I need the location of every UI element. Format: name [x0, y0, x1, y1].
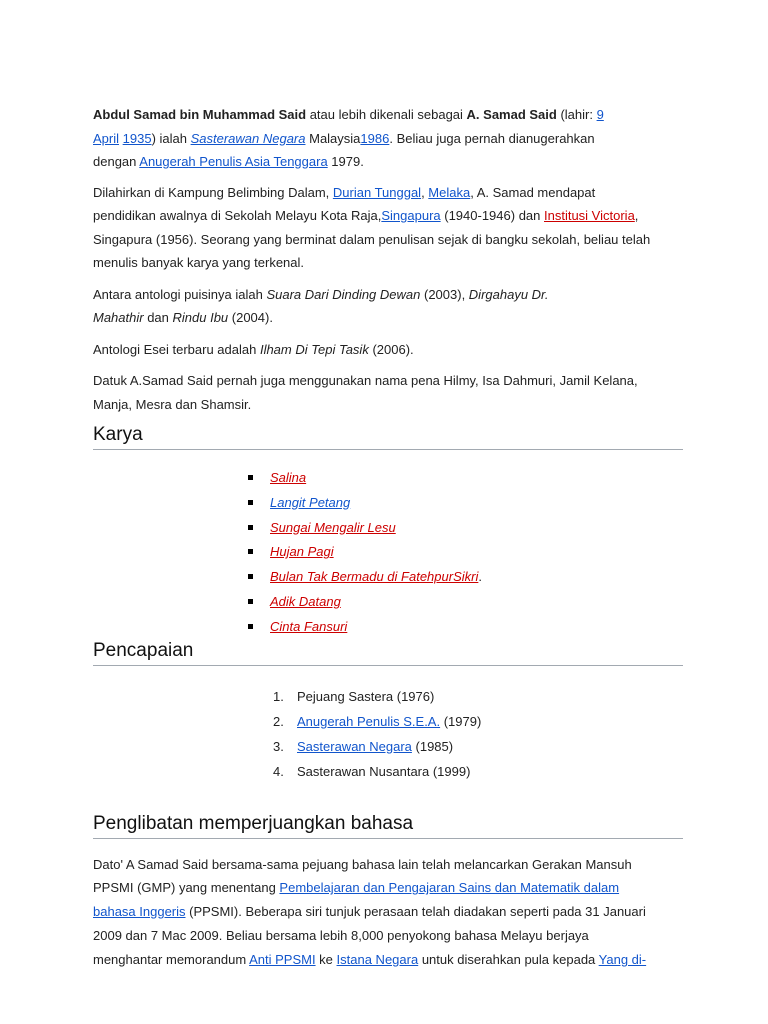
- intro-text: (lahir:: [556, 107, 597, 122]
- pencapaian-number: 4.: [273, 763, 284, 779]
- bahasa-text: untuk diserahkan pula kepada: [418, 951, 599, 967]
- ppsmi-link-cont[interactable]: bahasa Inggeris: [93, 904, 186, 920]
- karya-item: [248, 466, 683, 491]
- bullet-icon: [248, 475, 253, 480]
- anti-ppsmi-link[interactable]: Anti PPSMI: [249, 951, 316, 967]
- bahasa-text: 2009 dan 7 Mac 2009. Beliau bersama lebih 8,000 penyokong bahasa Melayu berjaya: [93, 927, 589, 943]
- birth-text: ,: [421, 184, 429, 200]
- birth-text: (1940-1946) dan: [440, 208, 544, 223]
- karya-link[interactable]: Bulan Tak Bermadu di FatehpurSikri: [270, 569, 479, 585]
- birth-text: Dilahirkan di Kampung Belimbing Dalam,: [93, 184, 333, 200]
- birth-text: ,: [634, 208, 639, 223]
- year-1986-link[interactable]: 1986: [360, 130, 390, 146]
- karya-suffix: .: [478, 569, 482, 585]
- pencapaian-number: 1.: [273, 688, 284, 704]
- pen-name-paragraph: [93, 369, 683, 416]
- pencapaian-number: 3.: [273, 738, 284, 754]
- birth-text: , A. Samad mendapat: [470, 184, 596, 200]
- pencapaian-number: 2.: [273, 713, 284, 729]
- bahasa-text: (PPSMI). Beberapa siri tunjuk perasaan telah diadakan seperti pada 31 Januari: [185, 904, 646, 920]
- antologi-paragraph: [93, 283, 683, 330]
- pencapaian-text: (1985): [411, 738, 454, 754]
- karya-item: [248, 491, 683, 516]
- birth-text: menulis banyak karya yang terkenal.: [93, 255, 305, 270]
- pencapaian-heading: Pencapaian: [93, 640, 683, 666]
- antologi-title: Suara Dari Dinding Dewan: [266, 286, 421, 302]
- durian-tunggal-link[interactable]: Durian Tunggal: [332, 184, 422, 200]
- karya-heading: Karya: [93, 424, 683, 450]
- birth-paragraph: [93, 181, 683, 275]
- melaka-link[interactable]: Melaka: [428, 184, 471, 200]
- antologi-title: Mahathir: [93, 310, 144, 325]
- antologi-text: Antara antologi puisinya ialah: [93, 286, 267, 302]
- birth-year-link[interactable]: 1935: [122, 130, 152, 146]
- bahasa-paragraph: [93, 853, 683, 972]
- birth-text: Singapura (1956). Seorang yang berminat dalam penulisan sejak di bangku sekolah, beliau telah: [93, 231, 651, 247]
- intro-text: Malaysia: [305, 130, 361, 146]
- subject-name: Abdul Samad bin Muhammad Said: [93, 107, 307, 122]
- intro-text: ) ialah: [151, 130, 191, 146]
- anugerah-link[interactable]: Anugerah Penulis Asia Tenggara: [139, 154, 328, 169]
- esei-title: Ilham Di Tepi Tasik: [259, 341, 369, 357]
- intro-text: atau lebih dikenali sebagai: [306, 107, 467, 122]
- antologi-text: dan: [143, 310, 173, 325]
- institusi-victoria-link[interactable]: Institusi Victoria: [544, 208, 635, 223]
- bullet-icon: [248, 624, 253, 629]
- istana-negara-link[interactable]: Istana Negara: [336, 951, 419, 967]
- bullet-icon: [248, 500, 253, 505]
- karya-item: [248, 565, 683, 590]
- bullet-icon: [248, 574, 253, 579]
- subject-alias: A. Samad Said: [466, 107, 557, 122]
- intro-paragraph: [93, 103, 683, 174]
- pencapaian-item: [273, 734, 683, 759]
- karya-link[interactable]: Sungai Mengalir Lesu: [270, 519, 396, 535]
- karya-link[interactable]: Langit Petang: [270, 494, 351, 510]
- birth-month-link[interactable]: April: [93, 130, 120, 146]
- pencapaian-item: [273, 759, 683, 784]
- bahasa-text: menghantar memorandum: [93, 951, 250, 967]
- antologi-title: Dirgahayu Dr.: [468, 286, 549, 302]
- esei-text: (2006).: [368, 341, 414, 357]
- karya-link[interactable]: Adik Datang: [270, 593, 341, 609]
- intro-text: 1979.: [327, 154, 364, 169]
- bahasa-heading: Penglibatan memperjuangkan bahasa: [93, 813, 683, 839]
- karya-link[interactable]: Salina: [270, 470, 307, 485]
- bahasa-text: ke: [315, 951, 337, 967]
- karya-link[interactable]: Cinta Fansuri: [270, 618, 348, 634]
- ppsmi-link[interactable]: Pembelajaran dan Pengajaran Sains dan Matematik dalam: [279, 880, 620, 896]
- karya-item: [248, 590, 683, 615]
- birth-day-link[interactable]: 9: [596, 107, 604, 122]
- sasterawan-negara-link[interactable]: Sasterawan Negara: [190, 130, 306, 146]
- esei-paragraph: [93, 338, 683, 362]
- karya-item: [248, 516, 683, 541]
- karya-link[interactable]: Hujan Pagi: [270, 544, 334, 560]
- pencapaian-text: Pejuang Sastera (1976): [297, 688, 435, 704]
- pencapaian-list: [93, 684, 683, 784]
- bullet-icon: [248, 549, 253, 554]
- bullet-icon: [248, 525, 253, 530]
- karya-item: [248, 615, 683, 640]
- singapura-link[interactable]: Singapura: [381, 208, 441, 223]
- pen-name-text: Datuk A.Samad Said pernah juga menggunakan nama pena Hilmy, Isa Dahmuri, Jamil Kelana,: [93, 373, 638, 388]
- bullet-icon: [248, 599, 253, 604]
- pencapaian-link[interactable]: Anugerah Penulis S.E.A.: [297, 713, 441, 729]
- pencapaian-link[interactable]: Sasterawan Negara: [297, 738, 412, 754]
- karya-list: [93, 466, 683, 640]
- esei-text: Antologi Esei terbaru adalah: [93, 341, 260, 357]
- antologi-text: (2004).: [228, 310, 273, 325]
- bahasa-text: PPSMI (GMP) yang menentang: [93, 880, 280, 896]
- intro-text: . Beliau juga pernah dianugerahkan: [389, 130, 595, 146]
- pencapaian-text: Sasterawan Nusantara (1999): [297, 763, 471, 779]
- intro-text: dengan: [93, 154, 140, 169]
- antologi-title: Rindu Ibu: [172, 310, 229, 325]
- pencapaian-text: (1979): [440, 713, 482, 729]
- article-content: [93, 103, 683, 980]
- pen-name-text: Manja, Mesra dan Shamsir.: [93, 396, 252, 412]
- yang-di-link[interactable]: Yang di-: [598, 951, 647, 967]
- karya-item: [248, 540, 683, 565]
- antologi-text: (2003),: [420, 286, 469, 302]
- pencapaian-item: [273, 709, 683, 734]
- pencapaian-item: [273, 684, 683, 709]
- bahasa-text: Dato' A Samad Said bersama-sama pejuang bahasa lain telah melancarkan Gerakan Mansuh: [93, 856, 632, 872]
- birth-text: pendidikan awalnya di Sekolah Melayu Kota Raja,: [93, 208, 382, 223]
